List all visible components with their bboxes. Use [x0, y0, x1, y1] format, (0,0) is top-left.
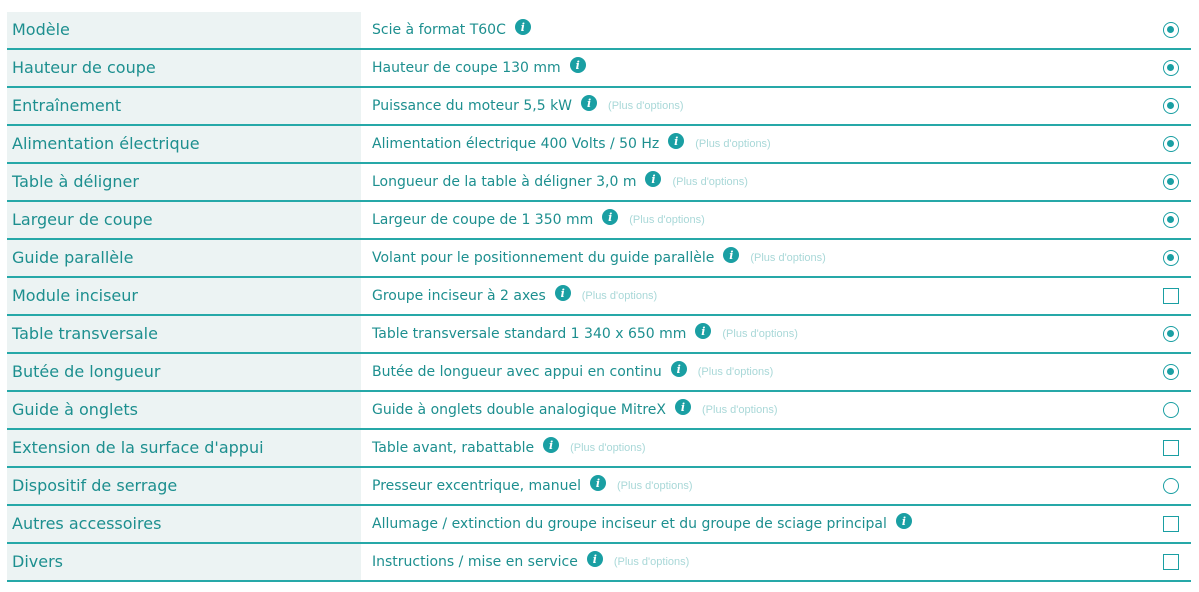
radio-button-selected[interactable]: [1163, 22, 1179, 38]
option-cell: [361, 164, 1151, 200]
info-icon[interactable]: i: [645, 171, 661, 187]
category-label: Table transversale: [7, 316, 361, 352]
option-label: Presseur excentrique, manuel: [372, 478, 582, 494]
option-label: Allumage / extinction du groupe inciseur et du groupe de sciage principal: [372, 516, 887, 532]
info-icon[interactable]: i: [671, 361, 687, 377]
option-cell: [361, 354, 1151, 390]
option-label: Puissance du moteur 5,5 kW: [372, 98, 573, 114]
category-label: Modèle: [7, 12, 361, 48]
category-label: Autres accessoires: [7, 506, 361, 542]
more-options-link[interactable]: (Plus d'options): [629, 214, 705, 226]
config-row: [7, 430, 1191, 468]
config-row: [7, 506, 1191, 544]
info-icon[interactable]: i: [570, 57, 586, 73]
option-cell: [361, 88, 1151, 124]
more-options-link[interactable]: (Plus d'options): [697, 366, 774, 378]
option-label: Longueur de la table à déligner 3,0 m: [372, 174, 637, 190]
option-label: Largeur de coupe de 1 350 mm: [372, 212, 594, 228]
category-label: Dispositif de serrage: [7, 468, 361, 504]
info-icon[interactable]: i: [555, 285, 571, 301]
checkbox[interactable]: [1163, 288, 1179, 304]
option-cell: [361, 12, 1151, 48]
checkbox[interactable]: [1163, 554, 1179, 570]
selection-control-cell: [1151, 354, 1191, 390]
category-label: Alimentation électrique: [7, 126, 361, 162]
option-cell: [361, 392, 1151, 428]
option-label: Table transversale standard 1 340 x 650 mm: [372, 326, 687, 342]
category-label: Largeur de coupe: [7, 202, 361, 238]
radio-button-selected[interactable]: [1163, 174, 1179, 190]
config-row: [7, 164, 1191, 202]
radio-button[interactable]: [1163, 478, 1179, 494]
selection-control-cell: [1151, 202, 1191, 238]
selection-control-cell: [1151, 316, 1191, 352]
info-icon[interactable]: i: [668, 133, 684, 149]
config-row: [7, 240, 1191, 278]
option-label: Volant pour le positionnement du guide parallèle: [372, 250, 715, 266]
config-row: [7, 126, 1191, 164]
config-row: [7, 354, 1191, 392]
category-label: Extension de la surface d'appui: [7, 430, 361, 466]
info-icon[interactable]: i: [590, 475, 606, 491]
config-row: [7, 278, 1191, 316]
selection-control-cell: [1151, 506, 1191, 542]
info-icon[interactable]: i: [587, 551, 603, 567]
checkbox[interactable]: [1163, 516, 1179, 532]
more-options-link[interactable]: (Plus d'options): [702, 404, 778, 416]
radio-button-selected[interactable]: [1163, 136, 1179, 152]
category-label: Module inciseur: [7, 278, 361, 314]
selection-control-cell: [1151, 126, 1191, 162]
radio-button-selected[interactable]: [1163, 212, 1179, 228]
radio-button-selected[interactable]: [1163, 98, 1179, 114]
selection-control-cell: [1151, 392, 1191, 428]
configuration-table: [7, 12, 1191, 582]
info-icon[interactable]: i: [723, 247, 739, 263]
option-label: Instructions / mise en service: [372, 554, 578, 570]
info-icon[interactable]: i: [896, 513, 912, 529]
category-label: Table à déligner: [7, 164, 361, 200]
more-options-link[interactable]: (Plus d'options): [617, 480, 693, 492]
option-label: Alimentation électrique 400 Volts / 50 Hz: [372, 136, 660, 152]
option-cell: [361, 126, 1151, 162]
option-cell: [361, 544, 1151, 580]
selection-control-cell: [1151, 50, 1191, 86]
selection-control-cell: [1151, 164, 1191, 200]
more-options-link[interactable]: (Plus d'options): [695, 138, 771, 150]
info-icon[interactable]: i: [515, 19, 531, 35]
radio-button[interactable]: [1163, 402, 1179, 418]
option-label: Hauteur de coupe 130 mm: [372, 60, 561, 76]
more-options-link[interactable]: (Plus d'options): [581, 290, 658, 302]
option-cell: [361, 50, 1151, 86]
category-label: Guide à onglets: [7, 392, 361, 428]
selection-control-cell: [1151, 240, 1191, 276]
config-row: [7, 316, 1191, 354]
option-label: Guide à onglets double analogique MitreX: [372, 402, 667, 418]
option-label: Butée de longueur avec appui en continu: [372, 364, 662, 380]
radio-button-selected[interactable]: [1163, 364, 1179, 380]
more-options-link[interactable]: (Plus d'options): [608, 100, 684, 112]
info-icon[interactable]: i: [695, 323, 711, 339]
more-options-link[interactable]: (Plus d'options): [722, 328, 798, 340]
more-options-link[interactable]: (Plus d'options): [750, 252, 826, 264]
more-options-link[interactable]: (Plus d'options): [613, 556, 690, 568]
info-icon[interactable]: i: [675, 399, 691, 415]
option-cell: [361, 278, 1151, 314]
option-cell: [361, 430, 1151, 466]
config-row: [7, 468, 1191, 506]
option-label: Table avant, rabattable: [372, 440, 535, 456]
radio-button-selected[interactable]: [1163, 60, 1179, 76]
option-cell: [361, 468, 1151, 504]
category-label: Entraînement: [7, 88, 361, 124]
option-label: Groupe inciseur à 2 axes: [372, 288, 546, 304]
info-icon[interactable]: i: [543, 437, 559, 453]
option-cell: [361, 202, 1151, 238]
category-label: Divers: [7, 544, 361, 580]
config-row: [7, 50, 1191, 88]
config-row: [7, 88, 1191, 126]
option-label: Scie à format T60C: [372, 22, 506, 38]
info-icon[interactable]: i: [581, 95, 597, 111]
config-row: [7, 12, 1191, 50]
selection-control-cell: [1151, 12, 1191, 48]
option-cell: [361, 316, 1151, 352]
config-row: [7, 392, 1191, 430]
category-label: Hauteur de coupe: [7, 50, 361, 86]
checkbox[interactable]: [1163, 440, 1179, 456]
radio-button-selected[interactable]: [1163, 326, 1179, 342]
category-label: Butée de longueur: [7, 354, 361, 390]
more-options-link[interactable]: (Plus d'options): [570, 442, 646, 454]
category-label: Guide parallèle: [7, 240, 361, 276]
config-row: [7, 202, 1191, 240]
more-options-link[interactable]: (Plus d'options): [672, 176, 748, 188]
selection-control-cell: [1151, 544, 1191, 580]
selection-control-cell: [1151, 430, 1191, 466]
option-cell: [361, 240, 1151, 276]
selection-control-cell: [1151, 88, 1191, 124]
info-icon[interactable]: i: [602, 209, 618, 225]
radio-button-selected[interactable]: [1163, 250, 1179, 266]
selection-control-cell: [1151, 468, 1191, 504]
config-row: [7, 544, 1191, 582]
option-cell: [361, 506, 1151, 542]
selection-control-cell: [1151, 278, 1191, 314]
